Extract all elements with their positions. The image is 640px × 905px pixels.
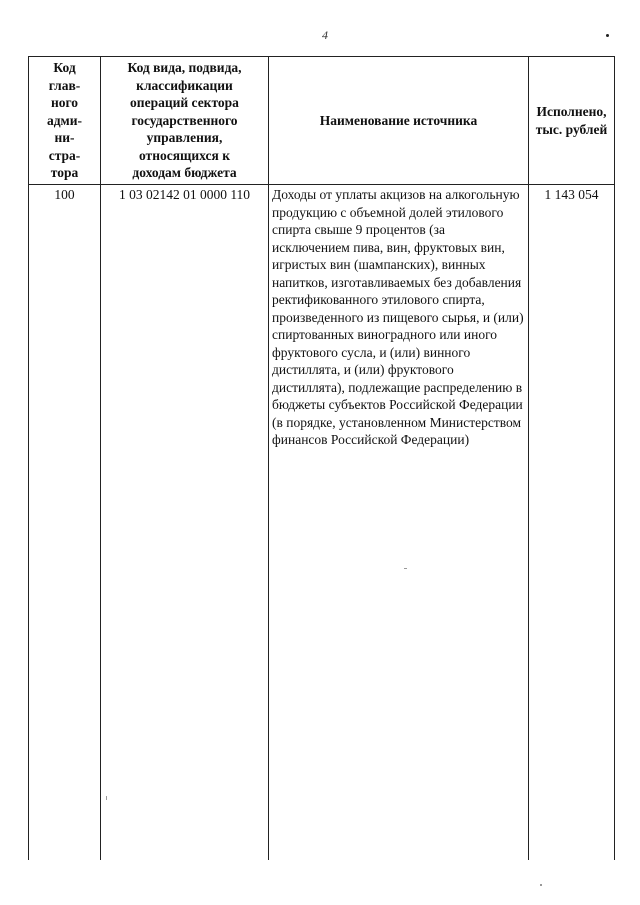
cell-source-name: Доходы от уплаты акцизов на алкогольную продукцию с объемной долей этилового спирта свыше 9 процентов (за исключением пива, вин, фруктовых вин, игристых вин (шампанских), винных напитков, изготавливаемых без добавления ректификованного этилового спирта, произведенного из пищевого сырья, и (или) спиртованных виноградного или иного фруктового сусла, и (или) винного дистиллята, и (или) фруктового дистиллята), подлежащие распределению в бюджеты субъектов Российской Федерации (в порядке, установленном Министерством финансов Российской Федерации) — [269, 185, 529, 449]
scan-speck — [540, 884, 542, 886]
table-header-row — [29, 57, 615, 185]
table-blank-space — [29, 449, 615, 860]
cell-admin-code: 100 — [29, 185, 101, 449]
table-row — [29, 185, 615, 449]
cell-classification-code: 1 03 02142 01 0000 110 — [101, 185, 269, 449]
header-classification-code: Код вида, подвида, классификации операций сектора государственного управления, относящихся к доходам бюджета — [101, 57, 269, 185]
cell-executed: 1 143 054 — [529, 185, 615, 449]
header-executed: Исполнено, тыс. рублей — [529, 57, 615, 185]
scan-mark — [606, 34, 609, 37]
revenue-sources-table — [28, 56, 615, 860]
header-source-name: Наименование источника — [269, 57, 529, 185]
page-number: 4 — [322, 28, 328, 42]
header-admin-code: Код глав- ного адми- ни- стра- тора — [29, 57, 101, 185]
